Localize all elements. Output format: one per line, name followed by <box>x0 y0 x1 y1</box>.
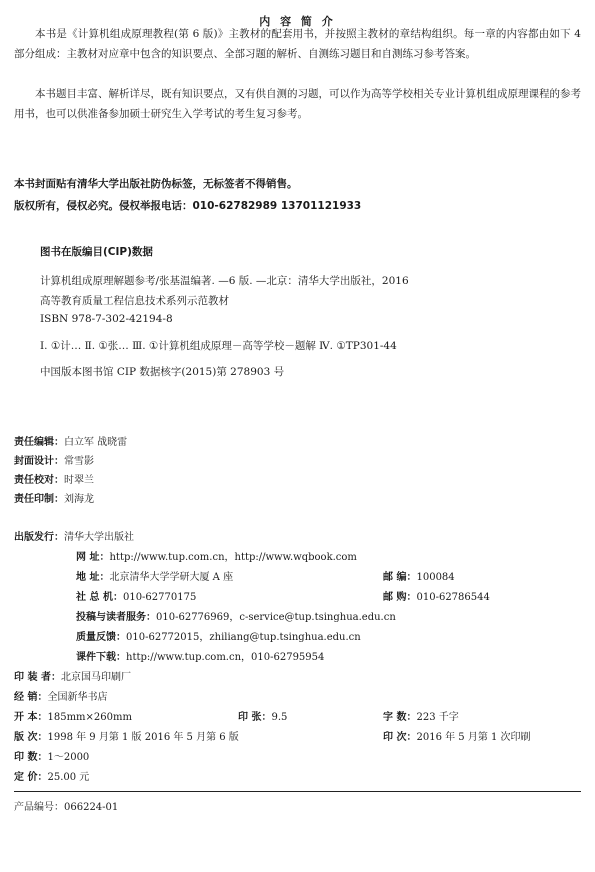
staff-value: 时翠兰 <box>64 475 94 486</box>
printer-label: 印 装 者： <box>14 672 61 683</box>
mail-order-label: 邮 购： <box>383 592 417 603</box>
postcode-row <box>383 568 455 583</box>
edition-value: 1998 年 9 月第 1 版 2016 年 5 月第 6 版 <box>47 732 239 743</box>
staff-row <box>14 430 127 449</box>
courseware-label: 课件下载： <box>76 652 126 663</box>
staff-row <box>14 487 94 506</box>
courseware-value: http://www.tup.com.cn，010-62795954 <box>126 652 325 663</box>
word-count-row <box>383 708 459 723</box>
quality-row <box>76 628 361 643</box>
anti-counterfeit-notice: 本书封面贴有清华大学出版社防伪标签，无标签者不得销售。 <box>14 178 298 190</box>
postcode-label: 邮 编： <box>383 572 417 583</box>
staff-label: 责任校对： <box>14 475 64 486</box>
intro-paragraph-1: 本书是《计算机组成原理教程(第 6 版)》主教材的配套用书，并按照主教材的章结构组织。每一章的内容都由如下 4 部分组成：主教材对应章中包含的知识要点、全部习题的解析、自测练习题目和自测练习参考答案。 <box>14 28 581 60</box>
address-value: 北京清华大学学研大厦 A 座 <box>109 572 234 583</box>
product-code: 产品编号：066224-01 <box>14 802 119 813</box>
distributor-row <box>14 688 107 703</box>
address-row <box>76 568 233 583</box>
publisher-value: 清华大学出版社 <box>64 532 134 543</box>
printing-value: 2016 年 5 月第 1 次印刷 <box>416 732 531 743</box>
staff-row <box>14 468 94 487</box>
intro-paragraph-2: 本书题目丰富、解析详尽，既有知识要点，又有供自测的习题，可以作为高等学校相关专业计算机组成原理课程的参考用书，也可以供准备参加硕士研究生入学考试的考生复习参考。 <box>14 88 581 120</box>
cip-line-series: 高等教育质量工程信息技术系列示范教材 <box>40 295 229 307</box>
submission-row <box>76 608 396 623</box>
submission-label: 投稿与读者服务： <box>76 612 156 623</box>
staff-label: 责任编辑： <box>14 437 64 448</box>
printing-row <box>383 728 531 743</box>
word-count-label: 字 数： <box>383 712 417 723</box>
format-label: 开 本： <box>14 712 48 723</box>
publisher-row <box>14 528 134 543</box>
cip-heading: 图书在版编目(CIP)数据 <box>40 246 153 258</box>
copyright-notice: 版权所有，侵权必究。侵权举报电话：010-62782989 13701121933 <box>14 200 362 212</box>
publisher-label: 出版发行： <box>14 532 64 543</box>
print-run-row <box>14 748 89 763</box>
price-row <box>14 768 89 783</box>
footer-divider <box>14 791 581 792</box>
quality-label: 质量反馈： <box>76 632 126 643</box>
website-value: http://www.tup.com.cn，http://www.wqbook.com <box>109 552 357 563</box>
cip-record: 中国版本图书馆 CIP 数据核字(2015)第 278903 号 <box>40 366 285 378</box>
courseware-row <box>76 648 324 663</box>
cip-subjects: Ⅰ. ①计… Ⅱ. ①张… Ⅲ. ①计算机组成原理－高等学校－题解 Ⅳ. ①TP301-44 <box>40 340 397 352</box>
edition-label: 版 次： <box>14 732 48 743</box>
edition-row <box>14 728 239 743</box>
printing-label: 印 次： <box>383 732 417 743</box>
quality-value: 010-62772015，zhiliang@tup.tsinghua.edu.cn <box>126 632 361 643</box>
staff-value: 常雪影 <box>64 456 94 467</box>
sheets-value: 9.5 <box>271 712 288 723</box>
staff-value: 白立军 战晓雷 <box>64 437 128 448</box>
format-value: 185mm×260mm <box>47 712 132 723</box>
distributor-label: 经 销： <box>14 692 48 703</box>
staff-value: 刘海龙 <box>64 494 94 505</box>
switchboard-value: 010-62770175 <box>122 592 197 603</box>
staff-label: 责任印制： <box>14 494 64 505</box>
word-count-value: 223 千字 <box>416 712 459 723</box>
format-row <box>14 708 132 723</box>
price-value: 25.00 元 <box>47 772 90 783</box>
printer-value: 北京国马印刷厂 <box>60 672 131 683</box>
cip-isbn: ISBN 978-7-302-42194-8 <box>40 313 173 325</box>
address-label: 地 址： <box>76 572 110 583</box>
staff-row <box>14 449 94 468</box>
price-label: 定 价： <box>14 772 48 783</box>
page-title: 内 容 简 介 <box>259 15 336 28</box>
sheets-label: 印 张： <box>238 712 272 723</box>
website-label: 网 址： <box>76 552 110 563</box>
cip-line-title: 计算机组成原理解题参考/张基温编著. —6 版. —北京：清华大学出版社，2016 <box>40 275 409 287</box>
submission-value: 010-62776969，c-service@tup.tsinghua.edu.cn <box>156 612 396 623</box>
print-run-label: 印 数： <box>14 752 48 763</box>
sheets-row <box>238 708 287 723</box>
switchboard-label: 社 总 机： <box>76 592 123 603</box>
mail-order-row <box>383 588 490 603</box>
mail-order-value: 010-62786544 <box>416 592 490 603</box>
distributor-value: 全国新华书店 <box>47 692 108 703</box>
print-run-value: 1～2000 <box>47 752 90 763</box>
switchboard-row <box>76 588 196 603</box>
website-row <box>76 548 357 563</box>
printer-row <box>14 668 131 683</box>
postcode-value: 100084 <box>416 572 455 583</box>
staff-label: 封面设计： <box>14 456 64 467</box>
